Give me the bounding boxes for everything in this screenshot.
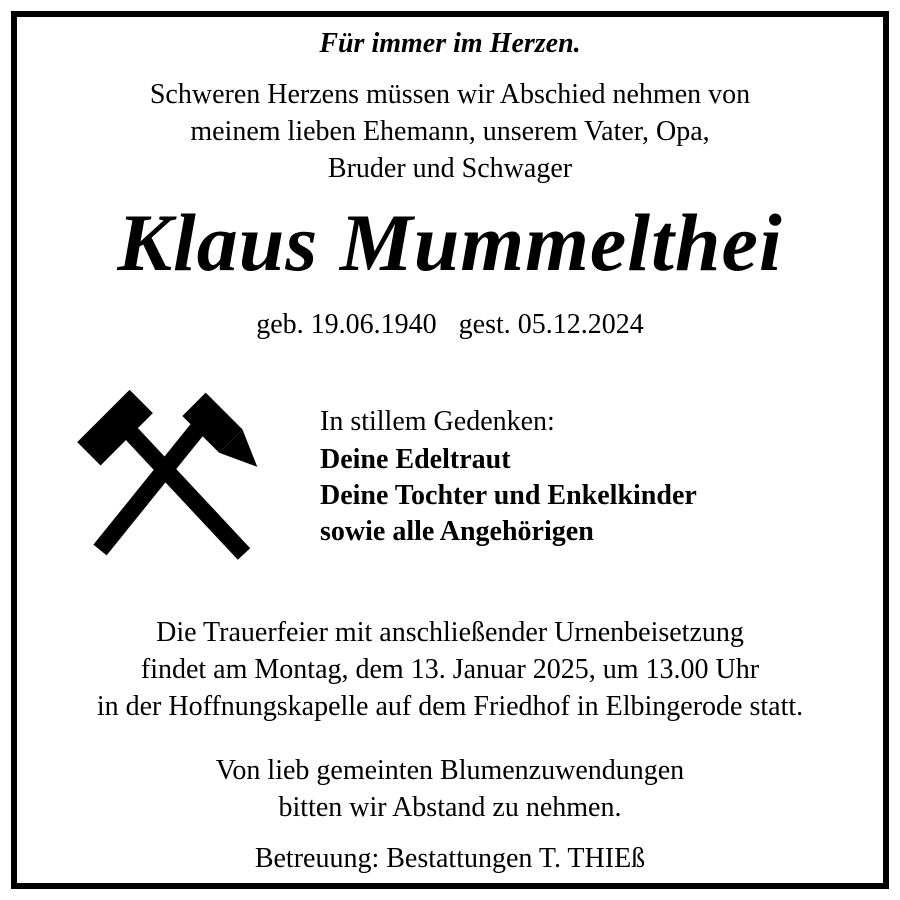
deceased-name: Klaus Mummelthei bbox=[117, 197, 783, 288]
intro-line: meinem lieben Ehemann, unserem Vater, Opa, bbox=[190, 116, 710, 147]
flowers-request bbox=[0, 752, 900, 826]
funeral-info bbox=[0, 614, 900, 725]
intro-line: Bruder und Schwager bbox=[327, 153, 573, 184]
funeral-line: in der Hoffnungskapelle auf dem Friedhof in Elbingerode statt. bbox=[96, 691, 804, 722]
life-dates bbox=[0, 309, 900, 341]
mourner-line: sowie alle Angehörigen bbox=[320, 516, 594, 547]
intro-line: Schweren Herzens müssen wir Abschied nehmen von bbox=[149, 79, 751, 110]
death-date: gest. 05.12.2024 bbox=[458, 309, 644, 340]
funeral-home: Betreuung: Bestattungen T. THIEß bbox=[254, 843, 646, 874]
birth-date: geb. 19.06.1940 bbox=[256, 309, 437, 340]
funeral-line: findet am Montag, dem 13. Januar 2025, um 13.00 Uhr bbox=[140, 654, 760, 685]
mourner-line: Deine Edeltraut bbox=[320, 444, 511, 475]
flowers-line: Von lieb gemeinten Blumenzuwendungen bbox=[215, 755, 685, 786]
flowers-line: bitten wir Abstand zu nehmen. bbox=[278, 792, 622, 823]
motto: Für immer im Herzen. bbox=[319, 28, 581, 59]
funeral-line: Die Trauerfeier mit anschließender Urnenbeisetzung bbox=[156, 617, 744, 648]
remembrance-lead: In stillem Gedenken: bbox=[320, 406, 555, 437]
mourner-names bbox=[320, 442, 697, 550]
intro-text bbox=[0, 76, 900, 187]
mourners-block bbox=[320, 403, 697, 550]
mourner-line: Deine Tochter und Enkelkinder bbox=[320, 480, 697, 511]
hammer-and-pick-icon bbox=[72, 390, 277, 570]
